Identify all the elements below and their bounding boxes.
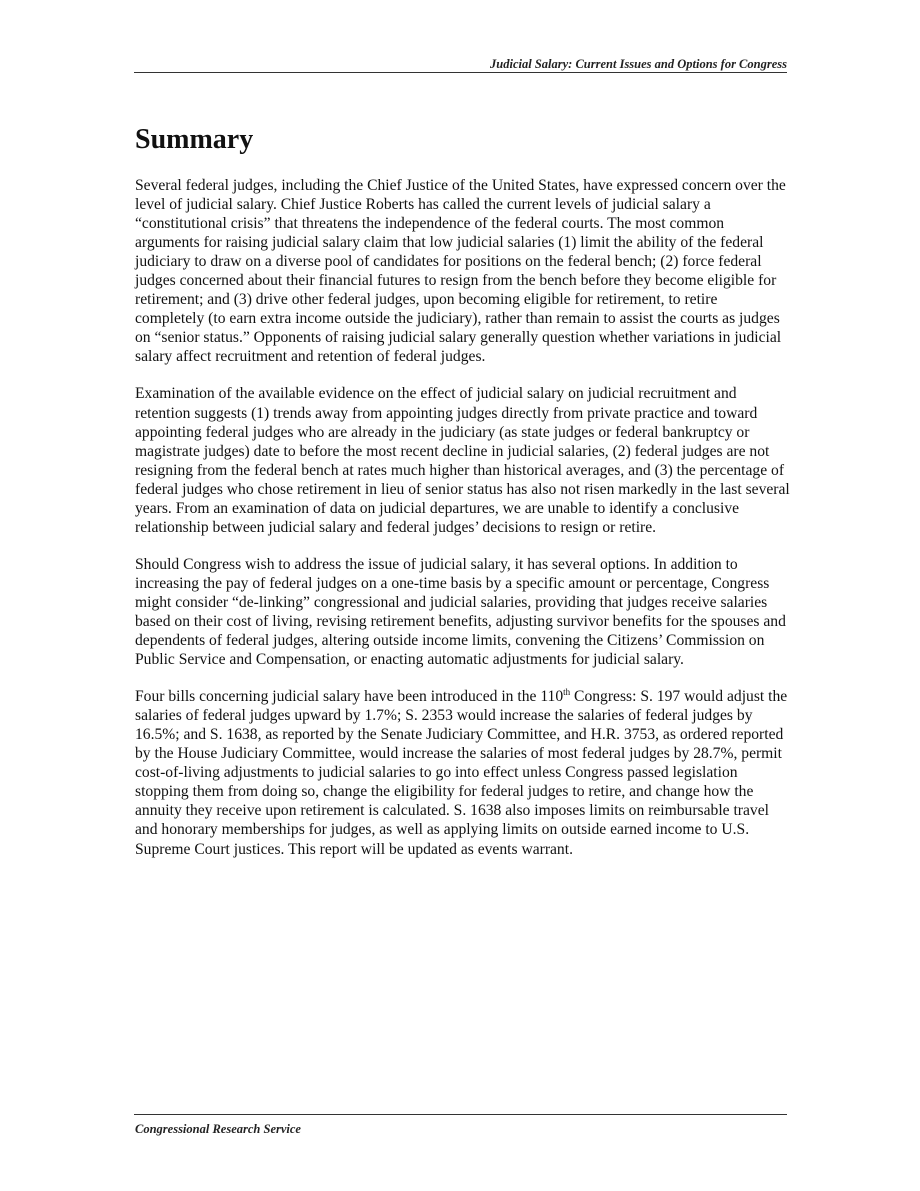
summary-paragraph-4 (135, 687, 790, 858)
summary-heading: Summary (135, 124, 254, 155)
summary-body (135, 176, 790, 877)
paragraph-4-lead: Four bills concerning judicial salary have been introduced in the 110 (135, 688, 564, 706)
header-divider (134, 72, 787, 73)
running-footer-organization: Congressional Research Service (135, 1122, 301, 1136)
ordinal-superscript: th (563, 687, 571, 698)
footer-divider (134, 1114, 787, 1115)
summary-paragraph-1: Several federal judges, including the Chief Justice of the United States, have expressed concern over the level of judicial salary. Chief Justice Roberts has called the current levels of judicial salary a “constitutional crisis” that threatens the independence of the federal courts. The most common arguments for raising judicial salary claim that low judicial salaries (1) limit the ability of the federal judiciary to draw on a diverse pool of candidates for positions on the federal bench; (2) force federal judges concerned about their financial futures to resign from the bench before they become eligible for retirement; and (3) drive other federal judges, upon becoming eligible for retirement, to retire completely (to earn extra income outside the judiciary), rather than remain to assist the courts as judges on “senior status.” Opponents of raising judicial salary generally question whether variations in judicial salary affect recruitment and retention of federal judges. (135, 177, 786, 366)
running-header-title: Judicial Salary: Current Issues and Options for Congress (490, 57, 787, 71)
summary-paragraph-3: Should Congress wish to address the issue of judicial salary, it has several options. In addition to increasing the pay of federal judges on a one-time basis by a specific amount or percentage, Congress might consider “de-linking” congressional and judicial salaries, providing that judges receive salaries based on their cost of living, revising retirement benefits, adjusting survivor benefits for the spouses and dependents of federal judges, altering outside income limits, convening the Citizens’ Commission on Public Service and Compensation, or enacting automatic adjustments for judicial salary. (135, 555, 786, 669)
paragraph-4-rest: Congress: S. 197 would adjust the salaries of federal judges upward by 1.7%; S. 2353 would increase the salaries of federal judges by 16.5%; and S. 1638, as reported by the Senate Judiciary Committee, and H.R. 3753, as ordered reported by the House Judiciary Committee, would increase the salaries of most federal judges by 28.7%, permit cost-of-living adjustments to judicial salaries to go into effect unless Congress passed legislation stopping them from doing so, change the eligibility for federal judges to retire, and change how the annuity they receive upon retirement is calculated. S. 1638 also imposes limits on reimbursable travel and honorary memberships for judges, as well as applying limits on outside earned income to U.S. Supreme Court justices. This report will be updated as events warrant. (135, 688, 788, 858)
summary-paragraph-2: Examination of the available evidence on the effect of judicial salary on judicial recruitment and retention suggests (1) trends away from appointing judges directly from private practice and toward appointing federal judges who are already in the judiciary (as state judges or federal bankruptcy or magistrate judges) date to before the most recent decline in judicial salaries, (2) federal judges are not resigning from the federal bench at rates much higher than historical averages, and (3) the percentage of federal judges who chose retirement in lieu of senior status has also not risen markedly in the last several years. From an examination of data on judicial departures, we are unable to identify a conclusive relationship between judicial salary and federal judges’ decisions to resign or retire. (135, 385, 790, 536)
